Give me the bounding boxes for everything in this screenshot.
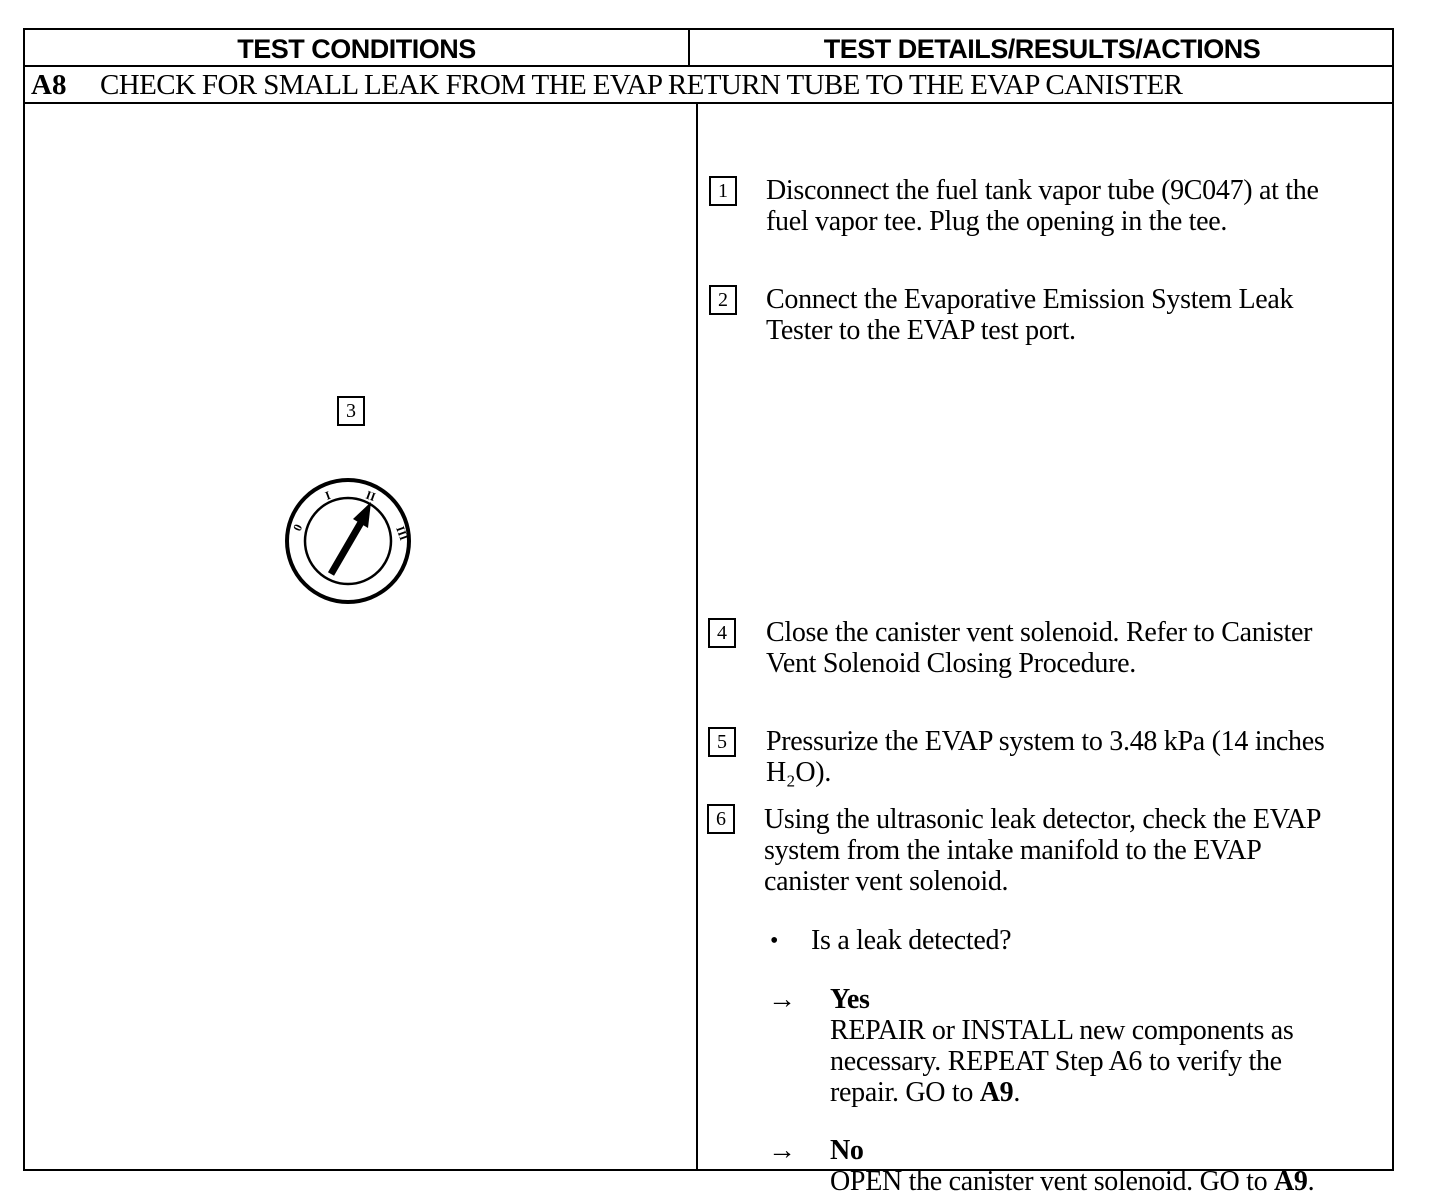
answer-no-line-1-text: OPEN the canister vent solenoid. GO to xyxy=(830,1166,1274,1197)
action-5-line-2: H₂O). xyxy=(766,757,832,788)
answer-yes-line-3-end: . xyxy=(1013,1077,1021,1108)
step-code: A8 xyxy=(31,69,67,101)
no-arrow-icon: → xyxy=(768,1135,796,1166)
action-4-line-1: Close the canister vent solenoid. Refer to Canister xyxy=(766,617,1313,648)
action-2-line-2: Tester to the EVAP test port. xyxy=(766,315,1076,346)
table-header xyxy=(25,30,1392,67)
answer-no-line-1 xyxy=(830,1166,1380,1197)
action-1-line-1: Disconnect the fuel tank vapor tube (9C047) at the xyxy=(766,175,1319,206)
action-number-5: 5 xyxy=(708,727,736,757)
answer-no-ref: A9 xyxy=(1274,1166,1308,1197)
action-6-line-1: Using the ultrasonic leak detector, check the EVAP xyxy=(764,804,1322,835)
answer-yes-label: Yes xyxy=(830,984,870,1015)
question-text: Is a leak detected? xyxy=(811,925,1012,956)
question-bullet: • xyxy=(770,928,779,954)
action-text-2 xyxy=(766,284,1386,346)
answer-yes-ref: A9 xyxy=(979,1077,1014,1108)
answer-yes-line-3-text: repair. GO to xyxy=(830,1077,980,1108)
dial-label-3: III xyxy=(393,524,412,543)
yes-arrow-icon: → xyxy=(768,984,796,1015)
action-number-1: 1 xyxy=(709,176,737,206)
dial-label-2: II xyxy=(363,487,378,505)
step-title: CHECK FOR SMALL LEAK FROM THE EVAP RETURN TUBE TO THE EVAP CANISTER xyxy=(100,69,1183,101)
dial-label-0: 0 xyxy=(290,521,306,534)
action-text-4 xyxy=(766,617,1386,679)
graphic-number-box: 3 xyxy=(337,396,365,426)
answer-yes-line-1: REPAIR or INSTALL new components as xyxy=(830,1015,1294,1046)
answer-yes-line-2: necessary. REPEAT Step A6 to verify the xyxy=(830,1046,1282,1077)
header-test-details: TEST DETAILS/RESULTS/ACTIONS xyxy=(823,34,1261,64)
test-details-column xyxy=(698,104,1394,1197)
answer-yes-line-3 xyxy=(830,1077,1380,1108)
test-step-table xyxy=(23,28,1394,1197)
header-test-conditions: TEST CONDITIONS xyxy=(25,30,690,65)
action-number-4: 4 xyxy=(708,618,736,648)
ignition-switch-icon xyxy=(283,476,413,606)
answer-yes xyxy=(830,984,1380,1108)
dial-label-1: I xyxy=(323,488,333,503)
answer-no-line-1-end: . xyxy=(1307,1166,1315,1197)
action-6-line-2: system from the intake manifold to the EVAP xyxy=(764,835,1262,866)
step-title-row xyxy=(25,67,1392,104)
action-text-1 xyxy=(766,175,1386,237)
action-6-line-3: canister vent solenoid. xyxy=(764,866,1009,897)
action-5-line-1: Pressurize the EVAP system to 3.48 kPa (14 inches xyxy=(766,726,1325,757)
action-number-2: 2 xyxy=(709,285,737,315)
answer-no xyxy=(830,1135,1380,1197)
action-4-line-2: Vent Solenoid Closing Procedure. xyxy=(766,648,1136,679)
action-1-line-2: fuel vapor tee. Plug the opening in the tee. xyxy=(766,206,1228,237)
action-number-6: 6 xyxy=(707,804,735,834)
action-text-5 xyxy=(766,726,1386,788)
action-2-line-1: Connect the Evaporative Emission System Leak xyxy=(766,284,1294,315)
test-conditions-column xyxy=(25,104,696,1171)
answer-no-label: No xyxy=(830,1135,864,1166)
action-text-6 xyxy=(764,804,1384,897)
